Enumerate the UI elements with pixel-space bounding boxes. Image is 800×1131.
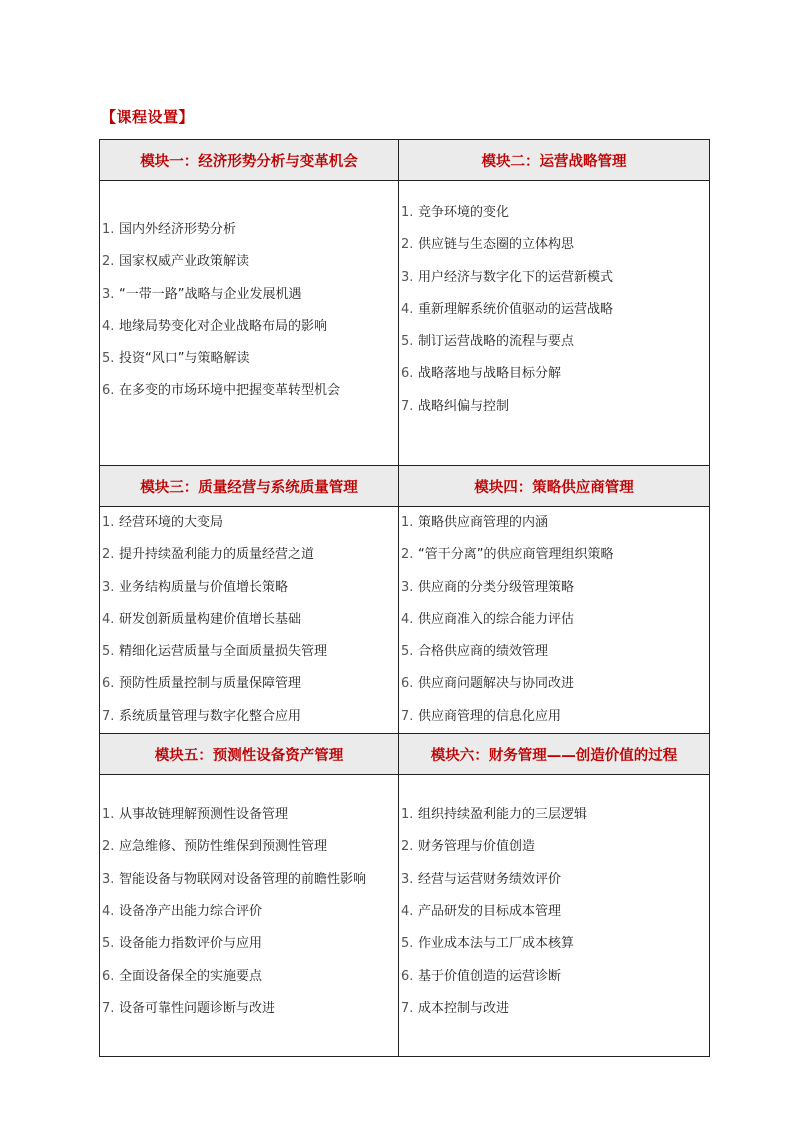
list-item: 7. 战略纠偏与控制 <box>401 398 510 414</box>
list-item: 3. “一带一路”战略与企业发展机遇 <box>102 286 302 302</box>
list-item: 1. 策略供应商管理的内涵 <box>401 515 549 530</box>
list-item: 5. 作业成本法与工厂成本核算 <box>401 936 575 952</box>
list-item: 3. 经营与运营财务绩效评价 <box>401 871 562 887</box>
module-4-title: 模块四：策略供应商管理 <box>399 466 710 507</box>
section-title: 【课程设置】 <box>101 108 195 126</box>
module-1-body <box>100 181 399 466</box>
list-item: 1. 竞争环境的变化 <box>401 205 510 220</box>
list-item: 1. 从事故链理解预测性设备管理 <box>102 807 289 823</box>
list-item: 6. 战略落地与战略目标分解 <box>401 366 562 382</box>
module-3-body <box>100 507 399 734</box>
module-6-title: 模块六：财务管理——创造价值的过程 <box>399 734 710 775</box>
module-2-title: 模块二：运营战略管理 <box>399 140 710 181</box>
module-5-list <box>100 799 398 1025</box>
module-3-title: 模块三：质量经营与系统质量管理 <box>100 466 399 507</box>
list-item: 7. 设备可靠性问题诊断与改进 <box>102 1000 276 1016</box>
list-item: 7. 系统质量管理与数字化整合应用 <box>102 708 302 724</box>
list-item: 6. 供应商问题解决与协同改进 <box>401 676 575 692</box>
module-5-body <box>100 775 399 1057</box>
list-item: 7. 成本控制与改进 <box>401 1000 510 1016</box>
module-body-row <box>100 181 710 466</box>
module-header-row <box>100 734 710 775</box>
list-item: 3. 供应商的分类分级管理策略 <box>401 579 575 595</box>
list-item: 4. 产品研发的目标成本管理 <box>401 903 562 919</box>
list-item: 1. 经营环境的大变局 <box>102 515 224 530</box>
module-3-list <box>100 507 398 733</box>
module-body-row <box>100 775 710 1057</box>
list-item: 4. 重新理解系统价值驱动的运营战略 <box>401 301 614 317</box>
list-item: 3. 用户经济与数字化下的运营新模式 <box>401 269 614 285</box>
list-item: 5. 制订运营战略的流程与要点 <box>401 334 575 350</box>
list-item: 5. 精细化运营质量与全面质量损失管理 <box>102 644 328 660</box>
list-item: 2. 财务管理与价值创造 <box>401 839 536 855</box>
course-table <box>99 139 710 1057</box>
module-5-title: 模块五：预测性设备资产管理 <box>100 734 399 775</box>
list-item: 2. 应急维修、预防性维保到预测性管理 <box>102 839 328 855</box>
list-item: 2. 国家权威产业政策解读 <box>102 254 250 270</box>
module-2-body <box>399 181 710 466</box>
module-6-list <box>399 799 709 1025</box>
list-item: 1. 国内外经济形势分析 <box>102 222 237 237</box>
module-4-body <box>399 507 710 734</box>
list-item: 5. 设备能力指数评价与应用 <box>102 936 263 952</box>
list-item: 6. 全面设备保全的实施要点 <box>102 968 263 984</box>
list-item: 5. 合格供应商的绩效管理 <box>401 644 549 660</box>
list-item: 3. 智能设备与物联网对设备管理的前瞻性影响 <box>102 871 367 887</box>
list-item: 2. 供应链与生态圈的立体构思 <box>401 237 575 253</box>
module-header-row <box>100 466 710 507</box>
list-item: 6. 预防性质量控制与质量保障管理 <box>102 676 302 692</box>
list-item: 2. 提升持续盈利能力的质量经营之道 <box>102 547 315 563</box>
module-4-list <box>399 507 709 733</box>
list-item: 5. 投资“风口”与策略解读 <box>102 351 250 367</box>
module-2-list <box>399 197 709 423</box>
list-item: 4. 地缘局势变化对企业战略布局的影响 <box>102 318 328 334</box>
list-item: 1. 组织持续盈利能力的三层逻辑 <box>401 807 588 823</box>
list-item: 2. “管干分离”的供应商管理组织策略 <box>401 547 614 563</box>
module-1-list <box>100 214 398 408</box>
list-item: 3. 业务结构质量与价值增长策略 <box>102 579 289 595</box>
list-item: 6. 在多变的市场环境中把握变革转型机会 <box>102 383 341 399</box>
module-body-row <box>100 507 710 734</box>
module-6-body <box>399 775 710 1057</box>
list-item: 4. 研发创新质量构建价值增长基础 <box>102 611 302 627</box>
list-item: 4. 设备净产出能力综合评价 <box>102 903 263 919</box>
module-header-row <box>100 140 710 181</box>
list-item: 4. 供应商准入的综合能力评估 <box>401 611 575 627</box>
list-item: 6. 基于价值创造的运营诊断 <box>401 968 562 984</box>
module-1-title: 模块一：经济形势分析与变革机会 <box>100 140 399 181</box>
list-item: 7. 供应商管理的信息化应用 <box>401 708 562 724</box>
